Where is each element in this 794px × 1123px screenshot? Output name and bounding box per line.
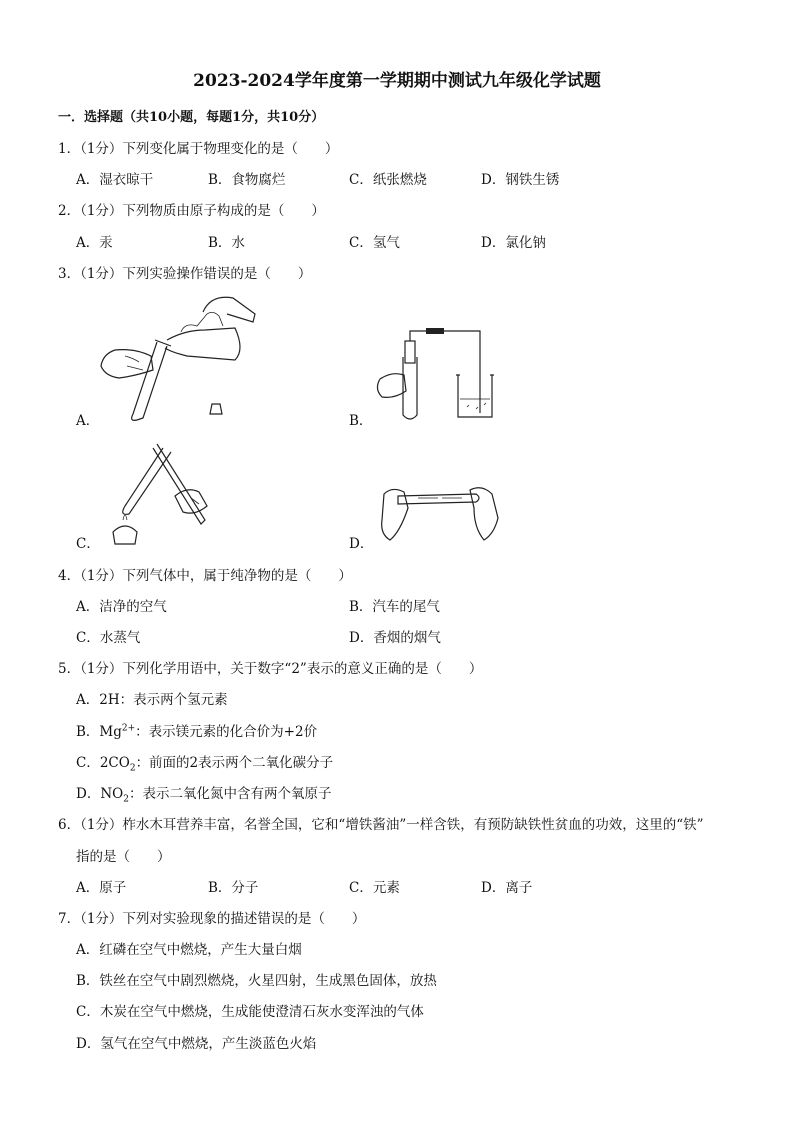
question-5-stem: 5．（1分）下列化学用语中，关于数字“2”表示的意义正确的是（ ）	[58, 661, 483, 677]
figure-d-holding-test-tube	[378, 484, 503, 544]
q5-option-a: A．2H：表示两个氢元素	[76, 692, 228, 708]
page-title: 2023-2024学年度第一学期期中测试九年级化学试题	[193, 71, 601, 91]
q3-option-a-label: A．	[76, 413, 100, 429]
q3-option-c-label: C．	[76, 536, 100, 552]
question-2-stem: 2．（1分）下列物质由原子构成的是（ ）	[58, 203, 325, 219]
question-7-stem: 7．（1分）下列对实验现象的描述错误的是（ ）	[58, 911, 366, 927]
q7-option-b: B．铁丝在空气中剧烈燃烧，火星四射，生成黑色固体，放热	[76, 973, 437, 989]
q7-option-d: D．氢气在空气中燃烧，产生淡蓝色火焰	[76, 1036, 317, 1052]
question-1-stem: 1．（1分）下列变化属于物理变化的是（ ）	[58, 141, 339, 157]
q6-option-b: B．分子	[208, 880, 259, 896]
question-4-stem: 4．（1分）下列气体中，属于纯净物的是（ ）	[58, 568, 352, 584]
figure-a-pouring-liquid	[95, 292, 265, 422]
section-heading: 一．选择题（共10小题，每题1分，共10分）	[58, 110, 325, 125]
q1-option-b: B．食物腐烂	[208, 172, 286, 188]
q1-option-d: D．钢铁生锈	[481, 172, 560, 188]
figure-c-heating-test-tube	[95, 440, 225, 550]
q6-option-c: C．元素	[349, 880, 400, 896]
q5-option-b: B．$Mg^{2+}$：表示镁元素的化合价为+2价	[76, 723, 318, 740]
q6-option-d: D．离子	[481, 880, 533, 896]
q7-option-c: C．木炭在空气中燃烧，生成能使澄清石灰水变浑浊的气体	[76, 1004, 424, 1020]
q1-option-a: A．湿衣晾干	[76, 172, 154, 188]
q1-option-c: C．纸张燃烧	[349, 172, 427, 188]
q2-option-a: A．汞	[76, 235, 113, 251]
q4-option-a: A．洁净的空气	[76, 599, 167, 615]
q4-option-d: D．香烟的烟气	[349, 630, 441, 646]
q7-option-a: A．红磷在空气中燃烧，产生大量白烟	[76, 942, 302, 958]
question-6-stem: 6．（1分）柞水木耳营养丰富，名誉全国，它和“增铁酱油”一样含铁，有预防缺铁性贫血的功效，这里的“铁”	[58, 817, 704, 833]
q4-option-c: C．水蒸气	[76, 630, 141, 646]
q4-option-b: B．汽车的尾气	[349, 599, 440, 615]
q5-option-d: D．$NO_2$：表示二氧化氮中含有两个氧原子	[76, 786, 332, 805]
q2-option-c: C．氢气	[349, 235, 400, 251]
q5-option-c: C．$2CO_2$：前面的2表示两个二氧化碳分子	[76, 755, 334, 774]
question-6-stem-continued: 指的是（ ）	[76, 849, 171, 865]
q6-option-a: A．原子	[76, 880, 127, 896]
figure-b-airtightness-check	[372, 327, 502, 422]
q2-option-b: B．水	[208, 235, 245, 251]
question-3-stem: 3．（1分）下列实验操作错误的是（ ）	[58, 266, 312, 282]
q2-option-d: D．氯化钠	[481, 235, 546, 251]
q3-option-d-label: D．	[349, 536, 374, 552]
q3-option-b-label: B．	[349, 413, 373, 429]
